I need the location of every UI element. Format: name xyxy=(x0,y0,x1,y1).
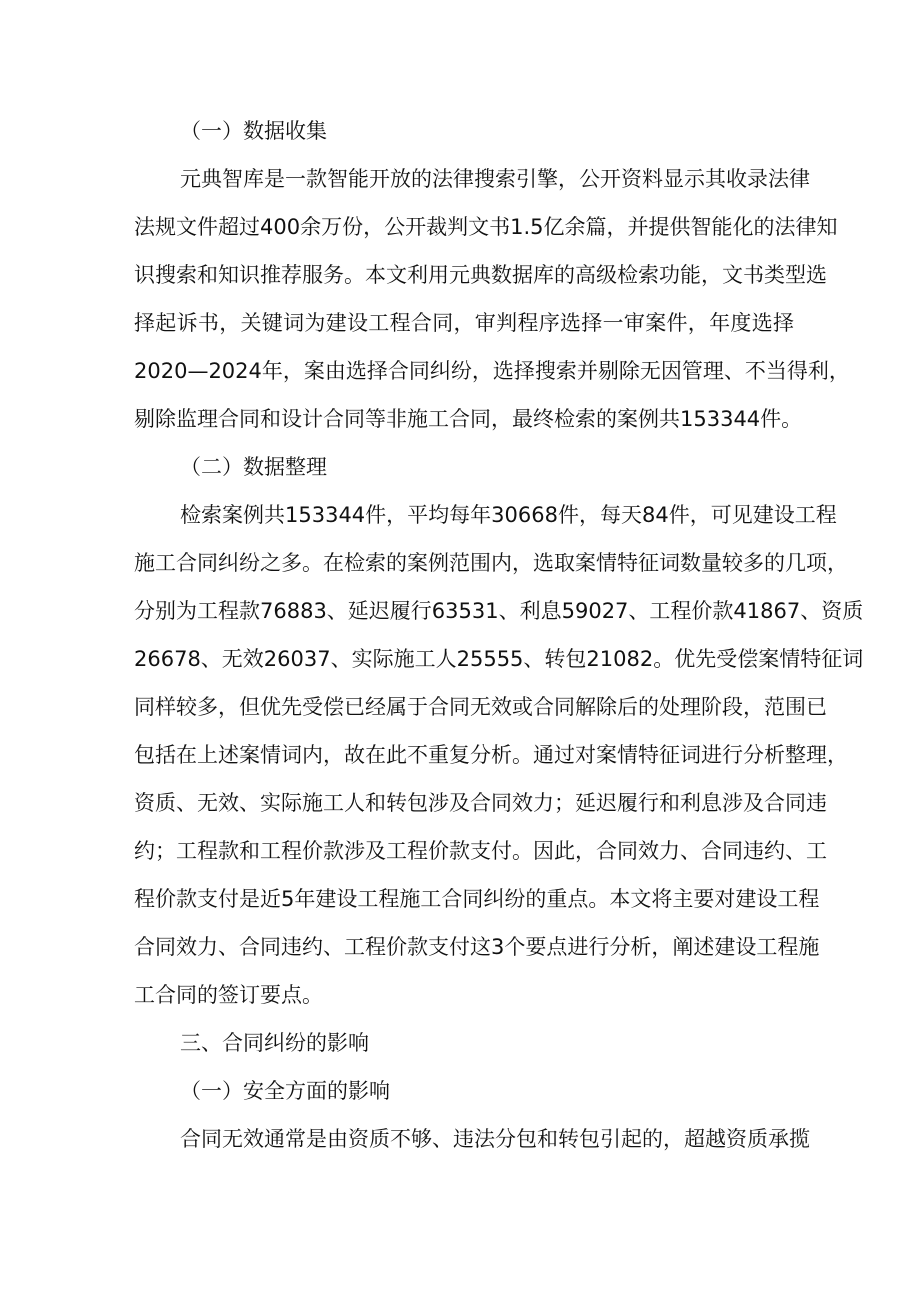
paragraph-line: 识搜索和知识推荐服务。本文利用元典数据库的高级检索功能，文书类型选 xyxy=(134,263,827,287)
paragraph-line: 2020—2024年，案由选择合同纠纷，选择搜索并剔除无因管理、不当得利， xyxy=(134,359,850,383)
paragraph-line: 资质、无效、实际施工人和转包涉及合同效力；延迟履行和利息涉及合同违 xyxy=(134,791,827,815)
section-heading-safety-impact: （一）安全方面的影响 xyxy=(180,1079,390,1103)
paragraph-line: 程价款支付是近5年建设工程施工合同纠纷的重点。本文将主要对建设工程 xyxy=(134,887,820,911)
section-heading-data-collection: （一）数据收集 xyxy=(180,119,327,143)
paragraph-line: 施工合同纠纷之多。在检索的案例范围内，选取案情特征词数量较多的几项， xyxy=(134,551,848,575)
paragraph-line: 法规文件超过400余万份，公开裁判文书1.5亿余篇，并提供智能化的法律知 xyxy=(134,215,838,239)
paragraph-line: 26678、无效26037、实际施工人25555、转包21082。优先受偿案情特征词 xyxy=(134,647,864,671)
paragraph-line: 同样较多，但优先受偿已经属于合同无效或合同解除后的处理阶段，范围已 xyxy=(134,695,827,719)
paragraph-line: 包括在上述案情词内，故在此不重复分析。通过对案情特征词进行分析整理， xyxy=(134,743,848,767)
paragraph-line: 检索案例共153344件，平均每年30668件，每天84件，可见建设工程 xyxy=(180,503,837,527)
paragraph-line: 工合同的签订要点。 xyxy=(134,983,323,1007)
paragraph-line: 合同无效通常是由资质不够、违法分包和转包引起的，超越资质承揽 xyxy=(180,1127,810,1151)
paragraph-line: 择起诉书，关键词为建设工程合同，审判程序选择一审案件，年度选择 xyxy=(134,311,794,335)
chapter-heading-contract-dispute-impact: 三、合同纠纷的影响 xyxy=(180,1031,369,1055)
section-heading-data-organization: （二）数据整理 xyxy=(180,455,327,479)
paragraph-line: 元典智库是一款智能开放的法律搜索引擎，公开资料显示其收录法律 xyxy=(180,167,810,191)
paragraph-line: 合同效力、合同违约、工程价款支付这3个要点进行分析，阐述建设工程施 xyxy=(134,935,820,959)
paragraph-line: 约；工程款和工程价款涉及工程价款支付。因此，合同效力、合同违约、工 xyxy=(134,839,827,863)
paragraph-line: 分别为工程款76883、延迟履行63531、利息59027、工程价款41867、资质 xyxy=(134,599,864,623)
paragraph-line: 剔除监理合同和设计合同等非施工合同，最终检索的案例共153344件。 xyxy=(134,407,803,431)
